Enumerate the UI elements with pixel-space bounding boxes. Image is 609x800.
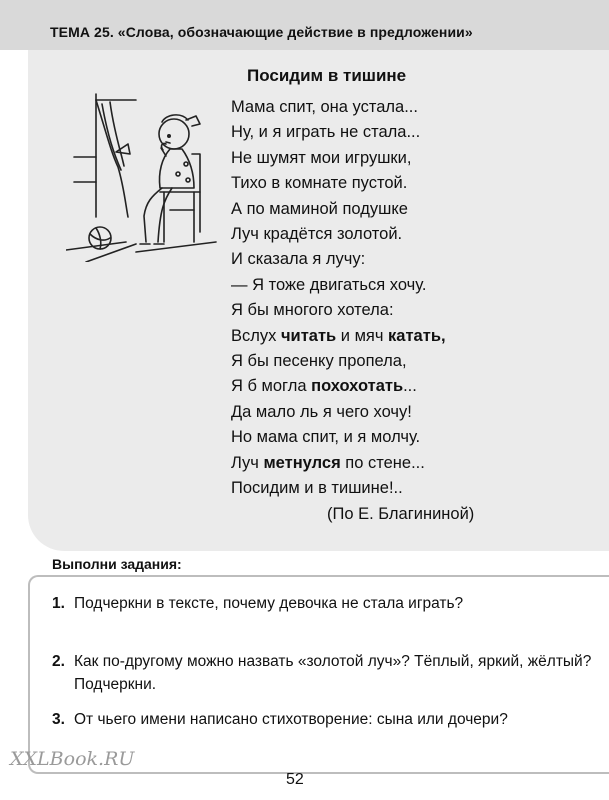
poem-line: А по маминой подушке <box>231 199 408 218</box>
poem-line: Я б могла похохотать... <box>231 377 417 396</box>
task-item <box>52 708 592 731</box>
poem-attribution: (По Е. Благининой) <box>327 504 475 523</box>
task-number: 3. <box>52 711 65 728</box>
task-item <box>52 592 592 615</box>
poem-line: Я бы песенку пропела, <box>231 352 407 371</box>
poem-line: Мама спит, она устала... <box>231 98 418 116</box>
task-number: 2. <box>52 653 65 670</box>
poem-line: Посидим и в тишине!.. <box>231 479 403 498</box>
topic-title: ТЕМА 25. «Слова, обозначающие действие в предложении» <box>50 24 473 40</box>
poem-title: Посидим в тишине <box>247 66 407 85</box>
task-number: 1. <box>52 595 65 612</box>
verb-highlight: катать <box>388 326 441 345</box>
watermark: XXLBook.RU <box>10 748 135 770</box>
girl-illustration <box>66 92 222 262</box>
poem-line: Я бы многого хотела: <box>231 301 394 320</box>
tasks-heading: Выполни задания: <box>52 556 182 572</box>
verb-highlight: читать <box>280 326 337 345</box>
task-item <box>52 650 592 696</box>
poem-line: Да мало ль я чего хочу! <box>231 402 412 421</box>
header-bar <box>0 0 609 50</box>
task-text: Подчеркни в тексте, почему девочка не стала играть? <box>74 595 464 612</box>
poem-line: Тихо в комнате пустой. <box>231 174 408 193</box>
verb-highlight: похохотать <box>311 377 404 396</box>
verb-highlight: метнулся <box>263 453 341 472</box>
poem-line: Но мама спит, и я молчу. <box>231 428 421 447</box>
poem-text <box>231 95 474 527</box>
task-text: Как по-другому можно назвать «золотой луч»? Тёплый, яркий, жёлтый? Подчеркни. <box>74 653 592 693</box>
poem-line: Луч метнулся по стене... <box>231 453 425 472</box>
task-text: От чьего имени написано стихотворение: сына или дочери? <box>74 711 508 728</box>
poem-line: И сказала я лучу: <box>231 250 366 269</box>
poem-line: Не шумят мои игрушки, <box>231 148 412 167</box>
poem-line: Ну, и я играть не стала... <box>231 123 421 142</box>
poem-line: — Я тоже двигаться хочу. <box>231 275 427 294</box>
page-number: 52 <box>286 771 304 788</box>
poem-line: Луч крадётся золотой. <box>231 225 403 244</box>
poem-line: Вслух читать и мяч катать, <box>231 326 446 345</box>
